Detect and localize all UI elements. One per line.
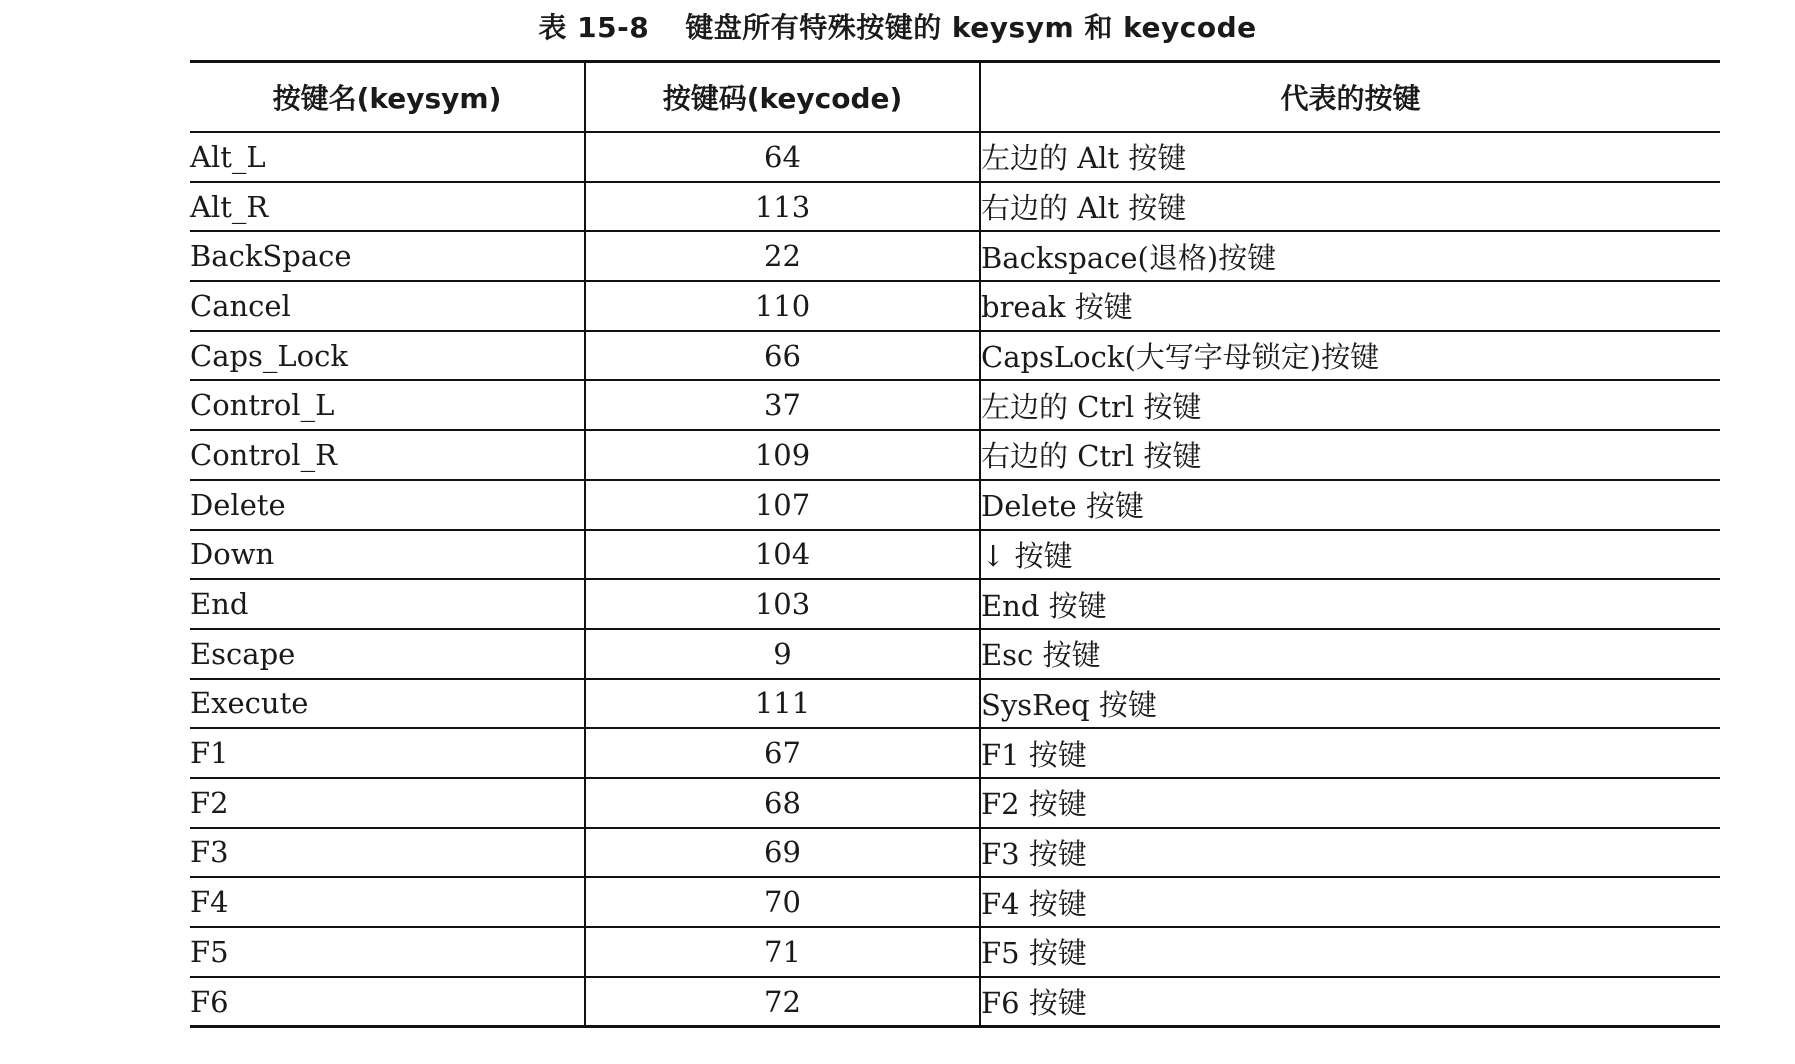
description-cell: 左边的 Alt 按键 [980,132,1720,182]
table-row [190,182,1720,232]
header-keysym: 按键名(keysym) [190,62,585,133]
description-cell: F3 按键 [980,828,1720,878]
description-cell: F2 按键 [980,778,1720,828]
table-row [190,530,1720,580]
keycode-cell: 111 [585,679,980,729]
keycode-cell: 64 [585,132,980,182]
description-cell: 左边的 Ctrl 按键 [980,380,1720,430]
keysym-cell: F5 [190,927,585,977]
keysym-cell: F6 [190,977,585,1027]
table-row [190,231,1720,281]
keycode-cell: 69 [585,828,980,878]
keysym-cell: Execute [190,679,585,729]
keycode-cell: 68 [585,778,980,828]
keycode-cell: 103 [585,579,980,629]
keysym-keycode-table [190,60,1720,1028]
keysym-cell: BackSpace [190,231,585,281]
keycode-cell: 71 [585,927,980,977]
description-cell: F1 按键 [980,728,1720,778]
description-cell: F5 按键 [980,927,1720,977]
keysym-cell: F1 [190,728,585,778]
keycode-cell: 72 [585,977,980,1027]
description-cell: 右边的 Alt 按键 [980,182,1720,232]
keysym-cell: Delete [190,480,585,530]
keysym-cell: Alt_R [190,182,585,232]
keycode-cell: 37 [585,380,980,430]
table-row [190,728,1720,778]
table-row [190,281,1720,331]
keysym-cell: Control_L [190,380,585,430]
keycode-cell: 22 [585,231,980,281]
table-caption [0,8,1795,48]
header-row [190,62,1720,133]
table-row [190,430,1720,480]
keycode-cell: 104 [585,530,980,580]
description-cell: 右边的 Ctrl 按键 [980,430,1720,480]
table-row [190,132,1720,182]
description-cell: Backspace(退格)按键 [980,231,1720,281]
table-body [190,132,1720,1027]
keycode-cell: 110 [585,281,980,331]
table-row [190,977,1720,1027]
header-description: 代表的按键 [980,62,1720,133]
keysym-cell: F2 [190,778,585,828]
keysym-cell: Down [190,530,585,580]
keysym-cell: Escape [190,629,585,679]
table-row [190,927,1720,977]
table-row [190,579,1720,629]
keysym-cell: Control_R [190,430,585,480]
table-title: 键盘所有特殊按键的 keysym 和 keycode [685,11,1257,44]
table-row [190,778,1720,828]
table-row [190,480,1720,530]
keycode-cell: 109 [585,430,980,480]
table-row [190,629,1720,679]
keysym-cell: Cancel [190,281,585,331]
keysym-cell: Caps_Lock [190,331,585,381]
keysym-cell: F3 [190,828,585,878]
keycode-cell: 70 [585,877,980,927]
table-row [190,331,1720,381]
keycode-cell: 9 [585,629,980,679]
table-row [190,679,1720,729]
table-row [190,877,1720,927]
description-cell: F4 按键 [980,877,1720,927]
table-row [190,380,1720,430]
description-cell: Delete 按键 [980,480,1720,530]
description-cell: F6 按键 [981,986,1087,1021]
table-number: 表 15-8 [538,11,650,44]
table-header [190,62,1720,133]
keysym-cell: F4 [190,877,585,927]
description-cell: break 按键 [980,281,1720,331]
description-cell: CapsLock(大写字母锁定)按键 [980,331,1720,381]
description-cell: End 按键 [980,579,1720,629]
keysym-cell: End [190,579,585,629]
keycode-cell: 107 [585,480,980,530]
header-keycode: 按键码(keycode) [585,62,980,133]
table-row [190,828,1720,878]
description-cell: Esc 按键 [980,629,1720,679]
keycode-cell: 66 [585,331,980,381]
keysym-cell: Alt_L [190,132,585,182]
keycode-cell: 67 [585,728,980,778]
description-cell: ↓ 按键 [980,530,1720,580]
description-cell: SysReq 按键 [980,679,1720,729]
keycode-cell: 113 [585,182,980,232]
